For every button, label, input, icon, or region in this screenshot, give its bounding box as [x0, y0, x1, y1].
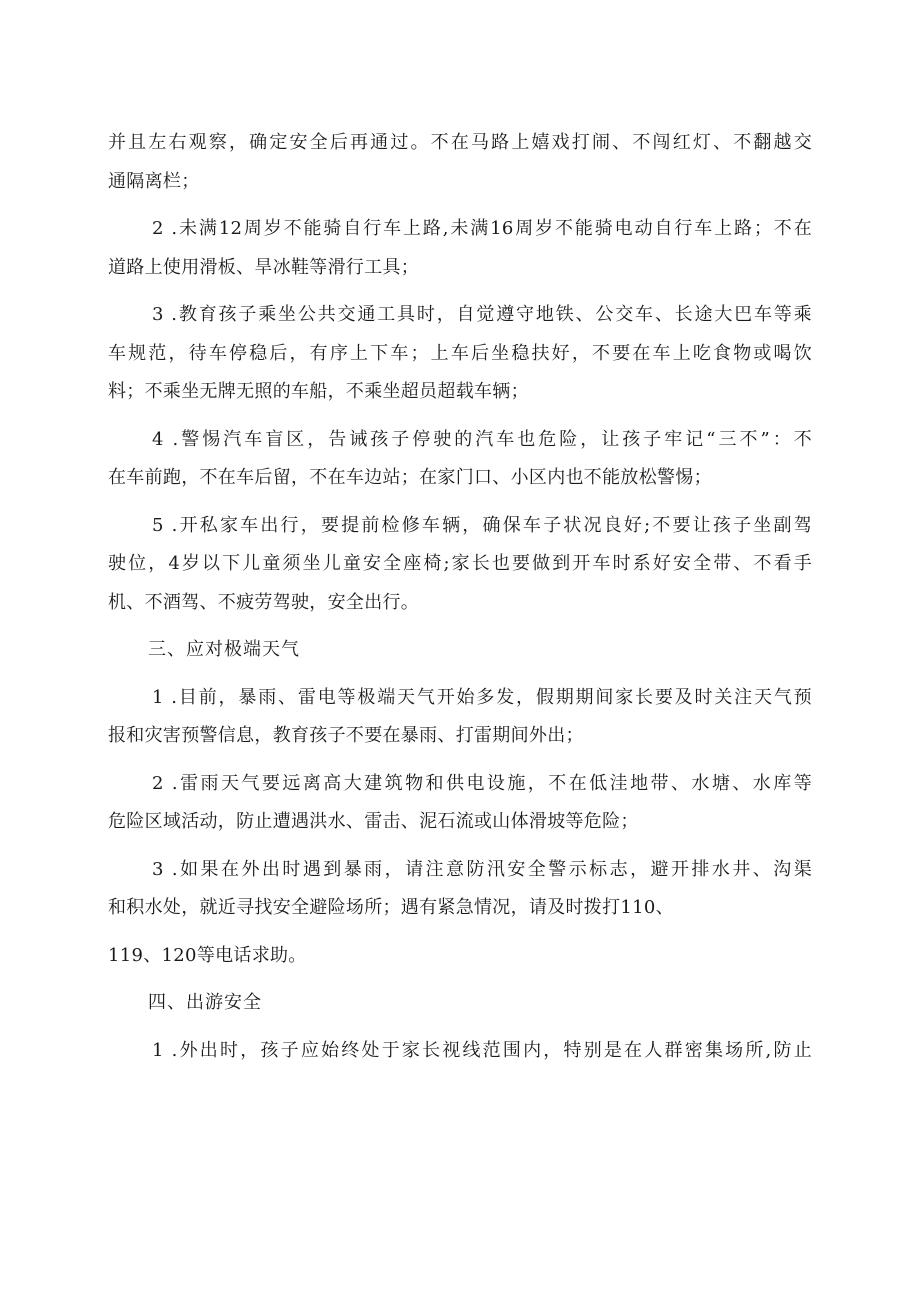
- text-line: 通隔离栏；: [108, 170, 200, 192]
- text-line: 5 .开私家车出行，要提前检修车辆，确保车子状况良好;不要让孩子坐副驾: [152, 514, 812, 536]
- text-line: 料；不乘坐无牌无照的车船，不乘坐超员超载车辆；: [108, 381, 529, 402]
- text-line: 3 .教育孩子乘坐公共交通工具时，自觉遵守地铁、公交车、长途大巴车等乘: [152, 304, 812, 325]
- text-line: 危险区域活动，防止遭遇洪水、雷击、泥石流或山体滑坡等危险；: [108, 811, 639, 832]
- paragraph-s3-item-3: [108, 851, 812, 976]
- paragraph-s3-item-2: [108, 765, 812, 842]
- section-heading-extreme-weather: 三、应对极端天气: [148, 639, 300, 660]
- paragraph-item-3-public-transport: [108, 296, 812, 412]
- text-line: 1 .目前，暴雨、雷电等极端天气开始多发，假期期间家长要及时关注天气预: [152, 686, 812, 708]
- text-line: 和积水处，就近寻找安全避险场所；遇有紧急情况，请及时拨打110、: [108, 897, 674, 918]
- text-line: 1 .外出时，孩子应始终处于家长视线范围内，特别是在人群密集场所,防止: [152, 1039, 812, 1061]
- paragraph-item-5-private-car: [108, 507, 812, 623]
- text-line: 驶位，4岁以下儿童须坐儿童安全座椅;家长也要做到开车时系好安全带、不看手: [108, 553, 812, 574]
- text-line: 2 .未满12周岁不能骑自行车上路,未满16周岁不能骑电动自行车上路；不在: [152, 218, 812, 239]
- paragraph-traffic-continued: [108, 124, 812, 201]
- document-page: [108, 124, 812, 1070]
- text-line: 报和灾害预警信息，教育孩子不要在暴雨、打雷期间外出；: [108, 725, 584, 746]
- text-line: 119、120等电话求助。: [108, 944, 307, 966]
- text-line: 机、不酒驾、不疲劳驾驶，安全出行。: [108, 591, 420, 613]
- text-line: 在车前跑，不在车后留，不在车边站；在家门口、小区内也不能放松警惕；: [108, 467, 712, 488]
- paragraph-item-4-blind-spot: [108, 421, 812, 498]
- paragraph-s4-item-1: [108, 1032, 812, 1071]
- text-line: 道路上使用滑板、旱冰鞋等滑行工具；: [108, 256, 420, 278]
- section-heading-travel-safety: 四、出游安全: [148, 992, 262, 1013]
- text-line: 车规范，待车停稳后，有序上下车；上车后坐稳扶好，不要在车上吃食物或喝饮: [108, 342, 812, 364]
- paragraph-item-2-bicycle: [108, 210, 812, 287]
- text-line: 3 .如果在外出时遇到暴雨，请注意防汛安全警示标志，避开排水井、沟渠: [152, 858, 812, 880]
- text-line: 2 .雷雨天气要远离高大建筑物和供电设施，不在低洼地带、水塘、水库等: [152, 772, 812, 794]
- text-line: 4 .警惕汽车盲区，告诫孩子停驶的汽车也危险，让孩子牢记“三不”：不: [152, 428, 812, 450]
- paragraph-s3-item-1: [108, 679, 812, 756]
- text-line: 并且左右观察，确定安全后再通过。不在马路上嬉戏打闹、不闯红灯、不翻越交: [108, 132, 812, 153]
